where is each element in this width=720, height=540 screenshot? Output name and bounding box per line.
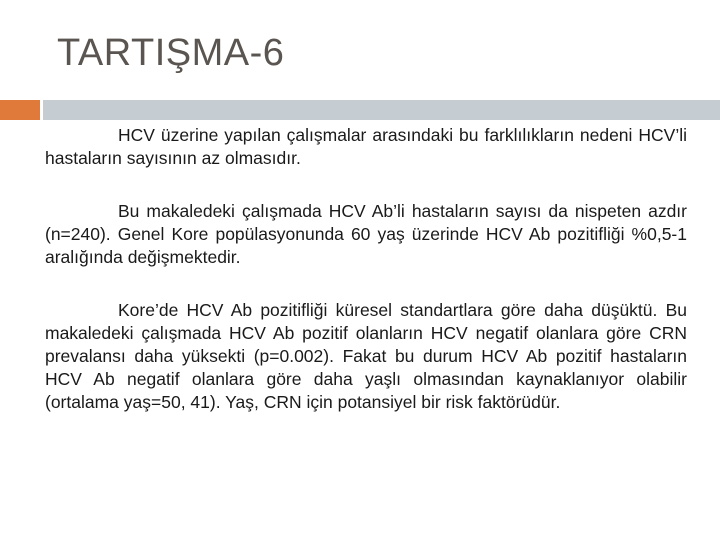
paragraph-3: Kore’de HCV Ab pozitifliği küresel standartlara göre daha düşüktü. Bu makaledeki çalışmada HCV Ab pozitif olanların HCV negatif olanlara göre CRN prevalansı daha yüksekti (p=0.002). Fakat bu durum HCV Ab pozitif hastaların HCV Ab negatif olanlara göre daha yaşlı olmasından kaynaklanıyor olabilir (ortalama yaş=50, 41). Yaş, CRN için potansiyel bir risk faktörüdür.: [45, 300, 687, 412]
title-accent-block: [0, 100, 40, 120]
slide-body: [45, 124, 687, 444]
divider-gap: [40, 100, 43, 120]
title-divider-rule: [40, 100, 720, 120]
slide-title: TARTIŞMA-6: [57, 32, 285, 74]
paragraph-2: Bu makaledeki çalışmada HCV Ab’li hastaların sayısı da nispeten azdır (n=240). Genel Kore popülasyonunda 60 yaş üzerinde HCV Ab pozitifliği %0,5-1 aralığında değişmektedir.: [45, 201, 687, 267]
paragraph-1: HCV üzerine yapılan çalışmalar arasındaki bu farklılıkların nedeni HCV’li hastaların sayısının az olmasıdır.: [45, 125, 687, 168]
